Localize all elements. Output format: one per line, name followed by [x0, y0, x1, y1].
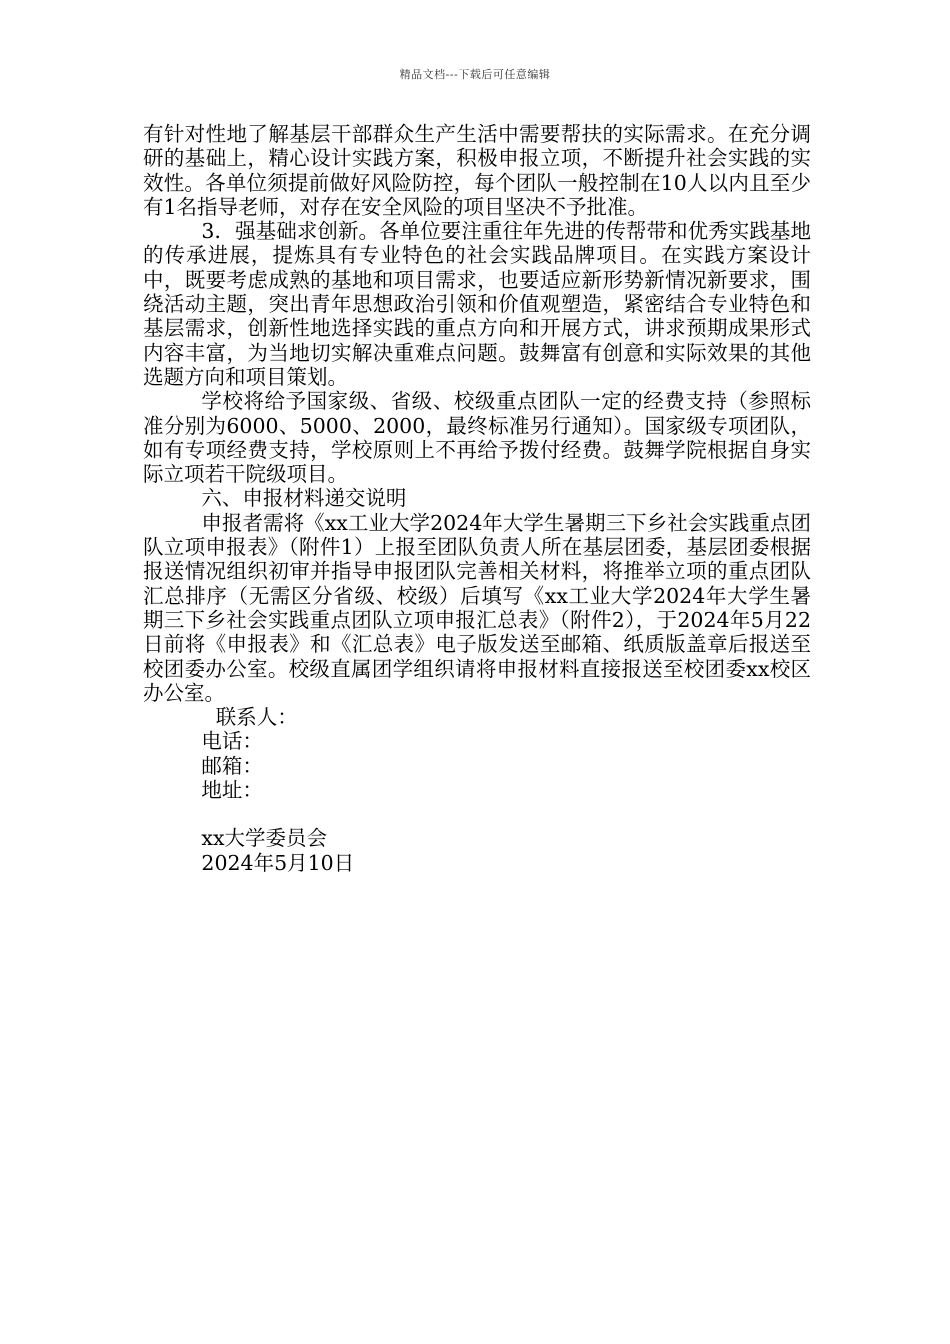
- paragraph-item-3-innovation: 3．强基础求创新。各单位要注重往年先进的传帮带和优秀实践基地的传承进展，提炼具有专业特色的社会实践品牌项目。在实践方案设计中，既要考虑成熟的基地和项目需求，也要适应新形势新情况新要求，围绕活动主题，突出青年思想政治引领和价值观塑造，紧密结合专业特色和基层需求，创新性地选择实践的重点方向和开展方式，讲求预期成果形式内容丰富，为当地切实解决重难点问题。鼓舞富有创意和实际效果的其他选题方向和项目策划。: [143, 219, 811, 389]
- signature-date: 2024年5月10日: [201, 850, 355, 875]
- contact-phone-label: 电话：: [201, 729, 263, 754]
- page-header: 精品文档---下载后可任意编辑: [399, 68, 551, 81]
- contact-person-label: 联系人：: [215, 705, 298, 730]
- contact-email-label: 邮箱：: [201, 753, 263, 778]
- paragraph-needs-research: 有针对性地了解基层干部群众生产生活中需要帮扶的实际需求。在充分调研的基础上，精心设计实践方案，积极申报立项，不断提升社会实践的实效性。各单位须提前做好风险防控，每个团队一般控制在10人以内且至少有1名指导老师，对存在安全风险的项目坚决不予批准。: [143, 122, 811, 219]
- paragraph-submission-instructions: 申报者需将《xx工业大学2024年大学生暑期三下乡社会实践重点团队立项申报表》（附件1）上报至团队负责人所在基层团委，基层团委根据报送情况组织初审并指导申报团队完善相关材料，将推举立项的重点团队汇总排序（无需区分省级、校级）后填写《xx工业大学2024年大学生暑期三下乡社会实践重点团队立项申报汇总表》（附件2），于2024年5月22日前将《申报表》和《汇总表》电子版发送至邮箱、纸质版盖章后报送至校团委办公室。校级直属团学组织请将申报材料直接报送至校团委xx校区办公室。: [143, 510, 811, 705]
- signature-organization: xx大学委员会: [201, 826, 328, 851]
- paragraph-funding-support: 学校将给予国家级、省级、校级重点团队一定的经费支持（参照标准分别为6000、5000、2000，最终标准另行通知）。国家级专项团队，如有专项经费支持，学校原则上不再给予拨付经费。鼓舞学院根据自身实际立项若干院级项目。: [143, 389, 811, 487]
- contact-address-label: 地址：: [201, 778, 263, 803]
- section-heading-submission: 六、申报材料递交说明: [201, 486, 407, 511]
- document-body: [143, 122, 811, 875]
- spacer: [143, 802, 811, 826]
